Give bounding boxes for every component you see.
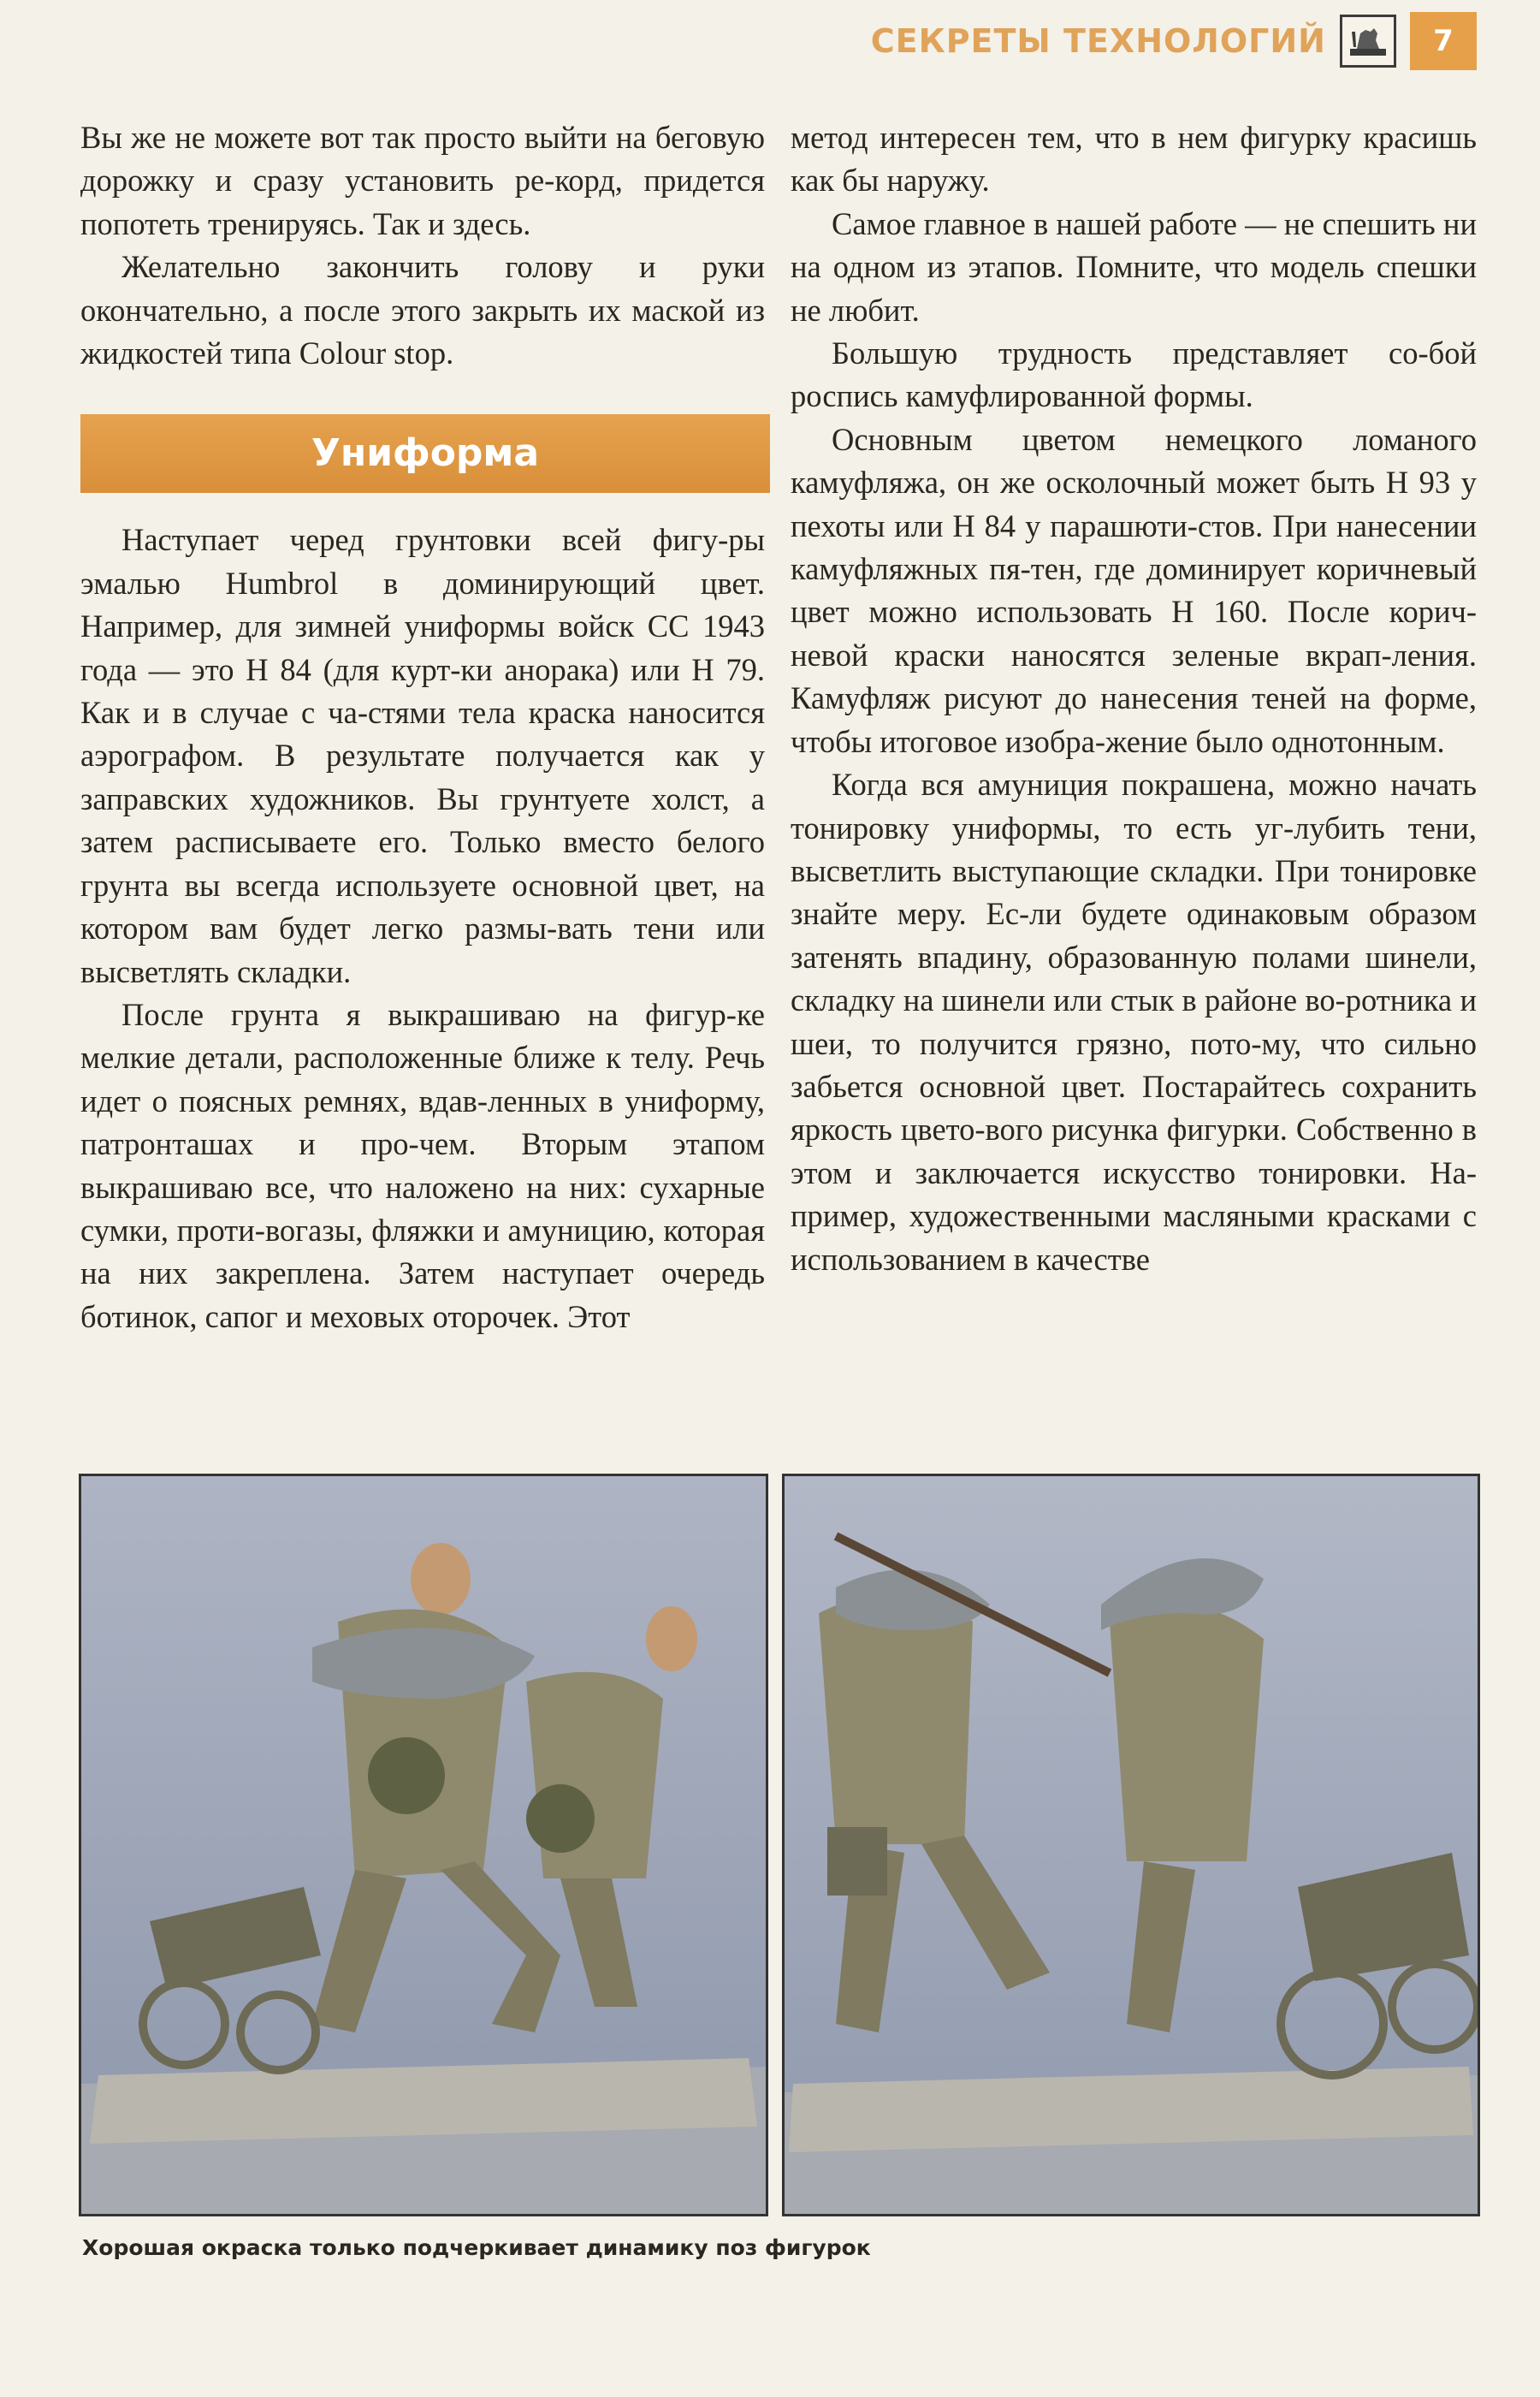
paragraph: Большую трудность представляет со-бой роспись камуфлированной формы.: [791, 335, 1477, 414]
paragraph: Когда вся амуниция покрашена, можно начать тонировку униформы, то есть уг-лубить тени, высветлить выступающие складки. При тонировке знайте меру. Ес-ли будете одинаковым образом затенять впадину, образованную полами шинели, складку на шинели или стык в районе во-ротника и шеи, то получится грязно, пото-му, что сильно забьется основной цвет. Постарайтесь сохранить яркость цвето-вого рисунка фигурки. Собственно в этом и заключается искусство тонировки. На-пример, художественными масляными красками с использованием в качестве: [791, 767, 1477, 1277]
section-title: СЕКРЕТЫ ТЕХНОЛОГИЙ: [870, 22, 1326, 60]
paragraph: Вы же не можете вот так просто выйти на беговую дорожку и сразу установить ре-корд, придется попотеть тренируясь. Так и здесь.: [80, 120, 765, 241]
paragraph: Наступает черед грунтовки всей фигу-ры эмалью Humbrol в доминирующий цвет. Например, для зимней униформы войск СС 1943 года — это Н 84 (для курт-ки анорака) или Н 79. Как и в случае с ча-стями тела краска наносится аэрографом. В результате получается как у заправских художников. Вы грунтуете холст, а затем расписываете его. Только вместо белого грунта вы всегда используете основной цвет, на котором вам будет легко размы-вать тени или высветлять складки.: [80, 522, 765, 989]
page-number: 7: [1410, 12, 1477, 70]
page-header: [871, 12, 1477, 70]
photo-figures-back: [782, 1474, 1480, 2216]
photo-figures-front: [79, 1474, 768, 2216]
right-column: [791, 116, 1477, 1281]
paragraph: После грунта я выкрашиваю на фигур-ке мелкие детали, расположенные ближе к телу. Речь идет о поясных ремнях, вдав-ленных в униформу, патронташах и про-чем. Вторым этапом выкрашиваю все, что наложено на них: сухарные сумки, проти-вогазы, фляжки и амуницию, которая на них закреплена. Затем наступает очередь ботинок, сапог и меховых оторочек. Этот: [80, 996, 765, 1334]
subheading-uniform: Униформа: [80, 414, 770, 493]
left-column: [80, 116, 765, 1338]
paragraph: Основным цветом немецкого ломаного камуфляжа, он же осколочный может быть Н 93 у пехоты или Н 84 у парашюти-стов. При нанесении камуфляжных пя-тен, где доминирует коричневый цвет можно использовать Н 160. После корич-невой краски наносятся зеленые вкрап-ления. Камуфляж рисуют до нанесения теней на форме, чтобы итоговое изобра-жение было однотонным.: [791, 421, 1477, 759]
paragraph: Желательно закончить голову и руки окончательно, а после этого закрыть их маской из жидкостей типа Colour stop.: [80, 249, 765, 371]
paragraph: метод интересен тем, что в нем фигурку красишь как бы наружу.: [791, 120, 1477, 199]
paragraph: Самое главное в нашей работе — не спешить ни на одном из этапов. Помните, что модель спешки не любит.: [791, 205, 1477, 328]
knight-logo-icon: [1340, 15, 1396, 68]
photo-caption: Хорошая окраска только подчеркивает динамику поз фигурок: [82, 2235, 871, 2260]
